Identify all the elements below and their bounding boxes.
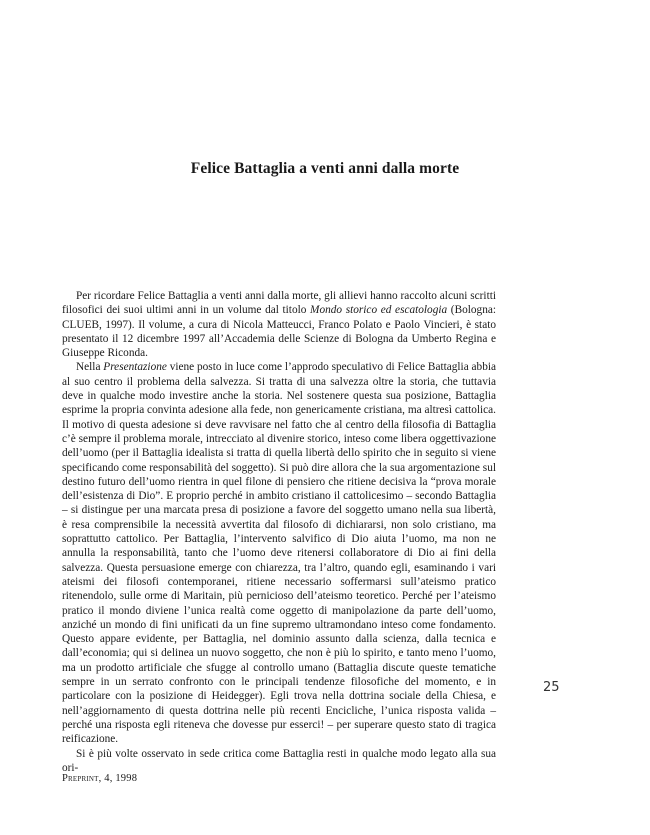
paragraph — [62, 747, 496, 776]
italic-title: Presentazione — [103, 361, 167, 374]
article-body — [62, 289, 496, 775]
text-run: Si è più volte osservato in sede critica come Battaglia resti in qualche modo legato alla sua ori- — [62, 747, 496, 774]
footer-journal: Preprint — [62, 773, 99, 784]
article-title: Felice Battaglia a venti anni dalla morte — [190, 160, 460, 177]
text-run: viene posto in luce come l’approdo speculativo di Felice Battaglia abbia al suo centro il problema della salvezza. Si tratta di una salvezza oltre la storia, che tuttavia deve in qualche modo investire anche la storia. Nel sostenere questa sua posizione, Battaglia esprime la propria convinta adesione alla fede, non genericamente cristiana, ma altresì cattolica. Il motivo di questa adesione si deve ravvisare nel fatto che al centro della filosofia di Battaglia c’è sempre il problema morale, intrecciato al divenire storico, inteso come libera oggettivazione dell’uomo (per il Battaglia idealista si tratta di quella libertà dello spirito che in seguito si viene specificando come responsabilità del soggetto). Si può dire allora che la sua argomentazione sul destino futuro dell’uomo rientra in quel filone di pensiero che ritiene decisiva la “prova morale dell’esistenza di Dio”. E proprio perché in ambito cristiano il cattolicesimo – secondo Battaglia – si distingue per una marcata presa di posizione a favore del soggetto umano nella sua libertà, è resa comprensibile la necessità avvertita dal filosofo di dichiararsi, non solo cristiano, ma soprattutto cattolico. Per Battaglia, l’intervento salvifico di Dio aiuta l’uomo, ma non ne annulla la responsabilità, tanto che l’uomo deve ritenersi collaboratore di Dio ai fini della salvezza. Questa persuasione emerge con chiarezza, tra l’altro, quando egli, esaminando i vari ateismi dei filosofi contemporanei, ritiene necessario soffermarsi sull’ateismo pratico ritenendolo, sulle orme di Maritain, più pernicioso dell’ateismo teoretico. Perché per l’ateismo pratico il mondo diviene l’unica realtà come oggetto di manipolazione da parte dell’uomo, anziché un mondo di fini unificati da un fine supremo ultramondano inteso come fondamento. Questo appare evidente, per Battaglia, nel dominio assunto dalla scienza, dalla tecnica e dall’economia; qui si delinea un nuovo soggetto, che non è più lo spirito, e tanto meno l’uomo, ma un prodotto artificiale che sfugge al controllo umano (Battaglia discute queste tematiche sempre in un serrato confronto con le principali tendenze filosofiche del momento, e in particolare con la posizione di Heidegger). Egli trova nella dottrina sociale della Chiesa, e nell’aggiornamento di questa dottrina nelle più recenti Encicliche, l’unica risposta valida – perché una risposta egli riteneva che dovesse pur esserci! – per superare questo stato di tragica reificazione. — [62, 361, 496, 746]
footer-citation — [62, 773, 137, 784]
text-run: (Bologna: CLUEB, 1997). Il volume, a cura di Nicola Matteucci, Franco Polato e Paolo Vincieri, è stato presentato il 12 dicembre 1997 all’Accademia delle Scienze di Bologna da Umberto Regina e Giuseppe Riconda. — [62, 304, 496, 360]
page-number: 25 — [543, 680, 560, 695]
text-run: Nella — [76, 361, 104, 374]
italic-title: Mondo storico ed escatologia — [310, 304, 448, 317]
paragraph — [62, 289, 496, 360]
text-run: Per ricordare Felice Battaglia a venti anni dalla morte, gli allievi hanno raccolto alcuni scritti filosofici dei suoi ultimi anni in un volume dal titolo — [62, 290, 496, 317]
footer-issue: , 4, 1998 — [98, 773, 138, 784]
paragraph — [62, 360, 496, 746]
